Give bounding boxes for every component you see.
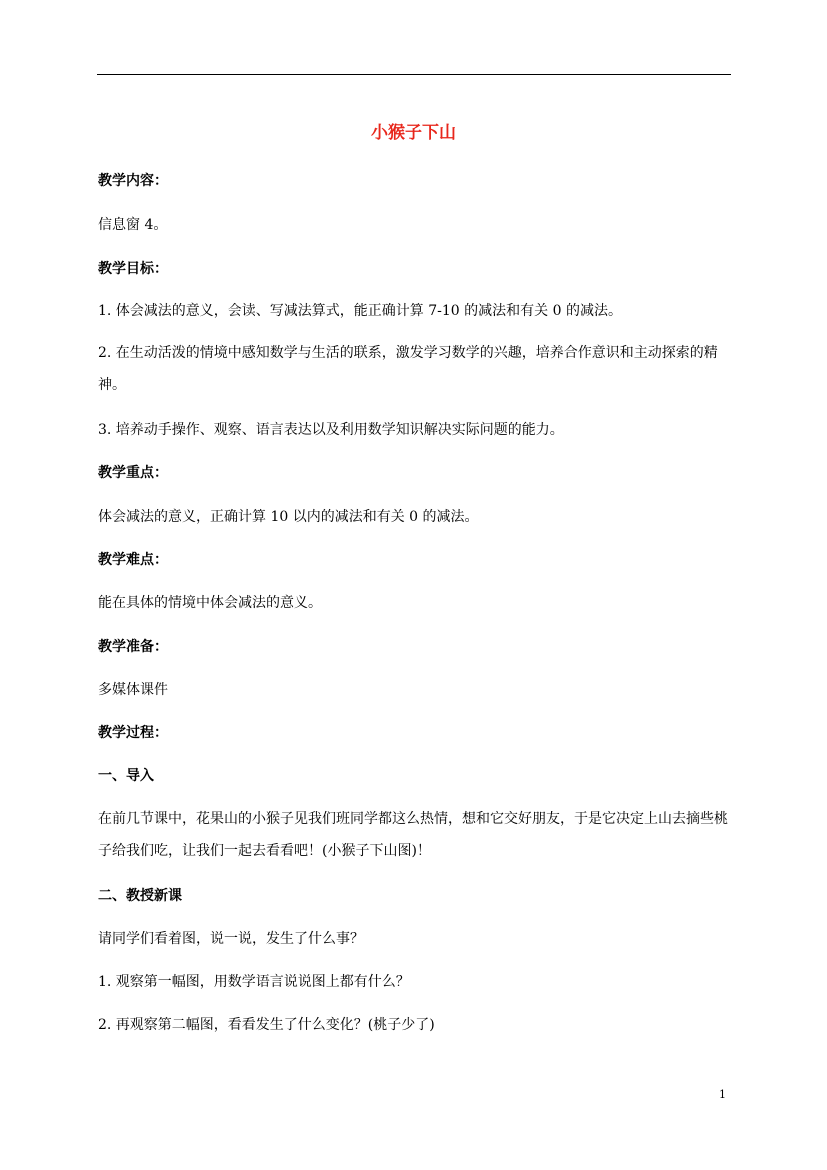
difficulty-heading: 教学难点： — [98, 552, 168, 568]
content-heading: 教学内容： — [98, 173, 168, 189]
process-heading: 教学过程： — [98, 725, 168, 741]
prep-text: 多媒体课件 — [98, 682, 168, 698]
prep-heading: 教学准备： — [98, 639, 168, 655]
intro-heading: 一、导入 — [98, 768, 154, 784]
key-heading: 教学重点： — [98, 465, 168, 481]
goals-heading: 教学目标： — [98, 261, 168, 277]
goal-3: 3. 培养动手操作、观察、语言表达以及利用数学知识解决实际问题的能力。 — [98, 422, 564, 438]
new-lesson-text: 请同学们看着图，说一说，发生了什么事？ — [98, 931, 364, 947]
goal-1: 1. 体会减法的意义，会读、写减法算式，能正确计算 7-10 的减法和有关 0 的减法。 — [98, 303, 622, 319]
document-title: 小猴子下山 — [371, 123, 456, 143]
content-text: 信息窗 4。 — [98, 217, 168, 233]
goal-2: 2. 在生动活泼的情境中感知数学与生活的联系，激发学习数学的兴趣，培养合作意识和主动探索的精神。 — [98, 345, 718, 393]
difficulty-text: 能在具体的情境中体会减法的意义。 — [98, 595, 322, 611]
step-1: 1. 观察第一幅图，用数学语言说说图上都有什么？ — [98, 974, 410, 990]
intro-text: 在前几节课中，花果山的小猴子见我们班同学都这么热情，想和它交好朋友，于是它决定上山去摘些桃子给我们吃，让我们一起去看看吧！(小猴子下山图)！ — [98, 811, 728, 859]
page-number: 1 — [719, 1088, 726, 1101]
key-text: 体会减法的意义，正确计算 10 以内的减法和有关 0 的减法。 — [98, 509, 479, 525]
new-lesson-heading: 二、教授新课 — [98, 888, 182, 904]
header-rule — [97, 74, 731, 75]
step-2: 2. 再观察第二幅图，看看发生了什么变化？(桃子少了) — [98, 1017, 435, 1033]
